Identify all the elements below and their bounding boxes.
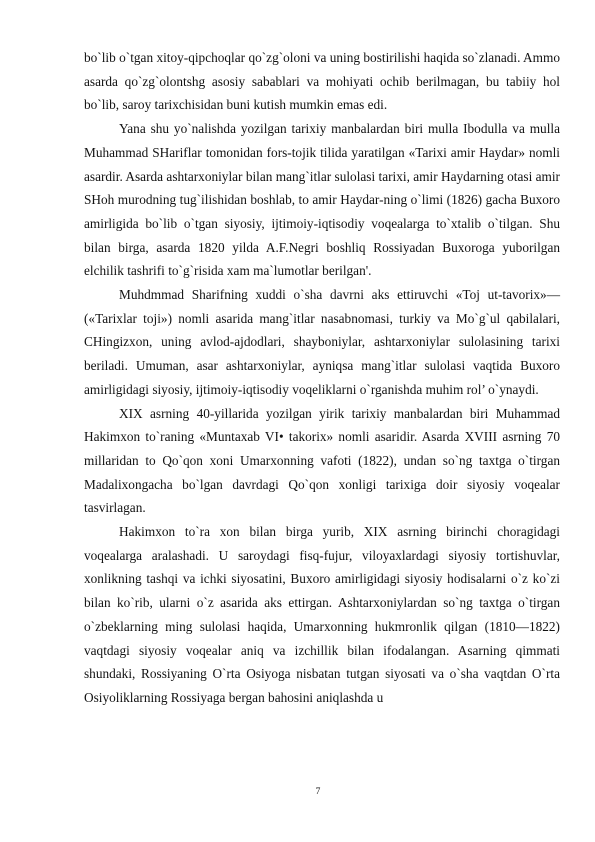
body-text — [84, 46, 560, 710]
page-number: 7 — [315, 787, 321, 797]
paragraph-hakimxon-tora: Hakimxon to`ra xon bilan birga yurib, XIX asrning birinchi choragidagi voqealarga aralashadi. U saroydagi fisq-fujur, viloyaxlardagi siyosiy tortishuvlar, xonlikning tashqi va ichki siyosatini, Buxoro amirligidagi siyosiy hodisalarni o`z ko`zi bilan ko`rib, ularni o`z asarida aks ettirgan. Ashtarxoniylardan so`ng taxtga o`tirgan o`zbeklarning ming sulolasi haqida, Umarxonning hukmronlik qilgan (1810—1822) vaqtdagi siyosiy voqealar aniq va izchillik bilan ifodalangan. Asarning qimmati shundaki, Rossiyaning O`rta Osiyoga nisbatan tutgan siyosati va o`sha vaqtdan O`rta Osiyoliklarning Rossiyaga bergan bahosini aniqlashda u — [84, 524, 560, 705]
paragraph-muntaxab-takorix: XIX asrning 40-yillarida yozilgan yirik tarixiy manbalardan biri Muhammad Hakimxon to`raning «Muntaxab VI• takorix» nomli asaridir. Asarda XVIII asrning 70 millaridan to Qo`qon xoni Umarxonning vafoti (1822), undan so`ng taxtga o`tirgan Madalixongacha bo`lgan davrdagi Qo`qon xonligi tarixiga doir siyosiy voqealar tasvirlagan. — [84, 405, 560, 516]
paragraph-toj-ut-tavorix: Muhdmmad Sharifning xuddi o`sha davrni aks ettiruvchi «Toj ut-tavorix»— («Tarixlar toji») nomli asarida mang`itlar nasabnomasi, turkiy va Mo`g`ul qabilalari, CHingizxon, uning avlod-ajdodlari, shayboniylar, ashtarxoniylar sulolasining tarixi beriladi. Umuman, asar ashtarxoniylar, ayniqsa mang`itlar sulolasi vaqtida Buxoro amirligidagi siyosiy, ijtimoiy-iqtisodiy voqeliklarni o`rganishda muhim rol’ o`ynaydi. — [84, 287, 560, 397]
paragraph-tarixi-amir-haydar: Yana shu yo`nalishda yozilgan tarixiy manbalardan biri mulla Ibodulla va mulla Muhammad SHariflar tomonidan fors-tojik tilida yaratilgan «Tarixi amir Haydar» nomli asardir. Asarda ashtarxoniylar bilan mang`itlar sulolasi tarixi, amir Haydarning otasi amir SHoh murodning tug`ilishidan boshlab, to amir Haydar-ning o`limi (1826) gacha Buxoro amirligida bo`lib o`tgan siyosiy, ijtimoiy-iqtisodiy voqealarga to`xtalib o`tilgan. Shu bilan birga, asarda 1820 yilda A.F.Negri boshliq Rossiyadan Buxoroga yuborilgan elchilik tashrifi to`g`risida xam ma`lumotlar berilgan'. — [84, 121, 560, 279]
paragraph-continuation: bo`lib o`tgan xitoy-qipchoqlar qo`zg`oloni va uning bostirilishi haqida so`zlanadi. Ammo asarda qo`zg`olontshg asosiy sabablari va mohiyati ochib berilmagan, bu tabiiy hol bo`lib, saroy tarixchisidan buni kutish mumkin emas edi. — [84, 50, 560, 113]
